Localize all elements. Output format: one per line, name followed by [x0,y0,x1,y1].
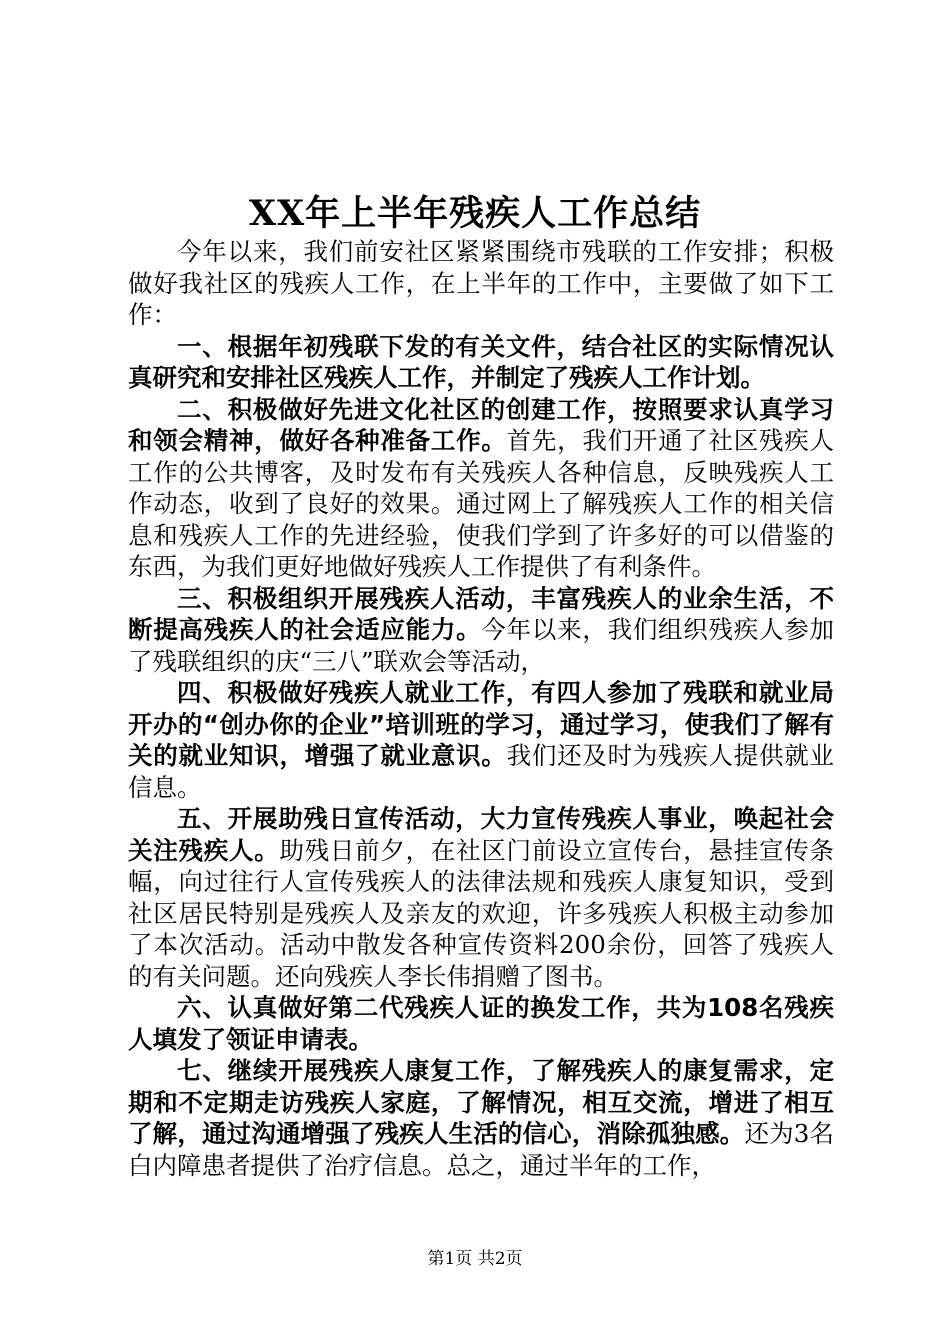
page-footer: 第1页 共2页 [427,1249,523,1269]
paragraph-3: 三、积极组织开展残疾人活动，丰富残疾人的业余生活，不断提高残疾人的社会适应能力。今年以来，我们组织残疾人参加了残联组织的庆“三八”联欢会等活动， [128,583,835,676]
paragraph-6: 六、认真做好第二代残疾人证的换发工作，共为108名残疾人填发了领证申请表。 [128,993,834,1054]
document-body [128,236,834,1181]
paragraph-2: 二、积极做好先进文化社区的创建工作，按照要求认真学习和领会精神，做好各种准备工作。首先，我们开通了社区残疾人工作的公共博客，及时发布有关残疾人各种信息，反映残疾人工作动态，收到了良好的效果。通过网上了解残疾人工作的相关信息和残疾人工作的先进经验，使我们学到了许多好的可以借鉴的东西，为我们更好地做好残疾人工作提供了有利条件。 [128,394,835,581]
paragraph-4: 四、积极做好残疾人就业工作，有四人参加了残联和就业局开办的“创办你的企业”培训班的学习，通过学习，使我们了解有关的就业知识，增强了就业意识。我们还及时为残疾人提供就业信息。 [128,678,835,802]
paragraph-intro: 今年以来，我们前安社区紧紧围绕市残联的工作安排；积极做好我社区的残疾人工作，在上半年的工作中，主要做了如下工作： [128,237,834,329]
paragraph-5: 五、开展助残日宣传活动，大力宣传残疾人事业，唤起社会关注残疾人。助残日前夕，在社区门前设立宣传台，悬挂宣传条幅，向过往行人宣传残疾人的法律法规和残疾人康复知识，受到社区居民特别是残疾人及亲友的欢迎，许多残疾人积极主动参加了本次活动。活动中散发各种宣传资料200余份，回答了残疾人的有关问题。还向残疾人李长伟捐赠了图书。 [128,804,835,991]
paragraph-1: 一、根据年初残联下发的有关文件，结合社区的实际情况认真研究和安排社区残疾人工作，并制定了残疾人工作计划。 [128,331,834,392]
paragraph-7: 七、继续开展残疾人康复工作，了解残疾人的康复需求，定期和不定期走访残疾人家庭，了解情况，相互交流，增进了相互了解，通过沟通增强了残疾人生活的信心，消除孤独感。还为3名白内障患者提供了治疗信息。总之，通过半年的工作， [128,1056,834,1180]
document-title: XX年上半年残疾人工作总结 [248,193,702,234]
